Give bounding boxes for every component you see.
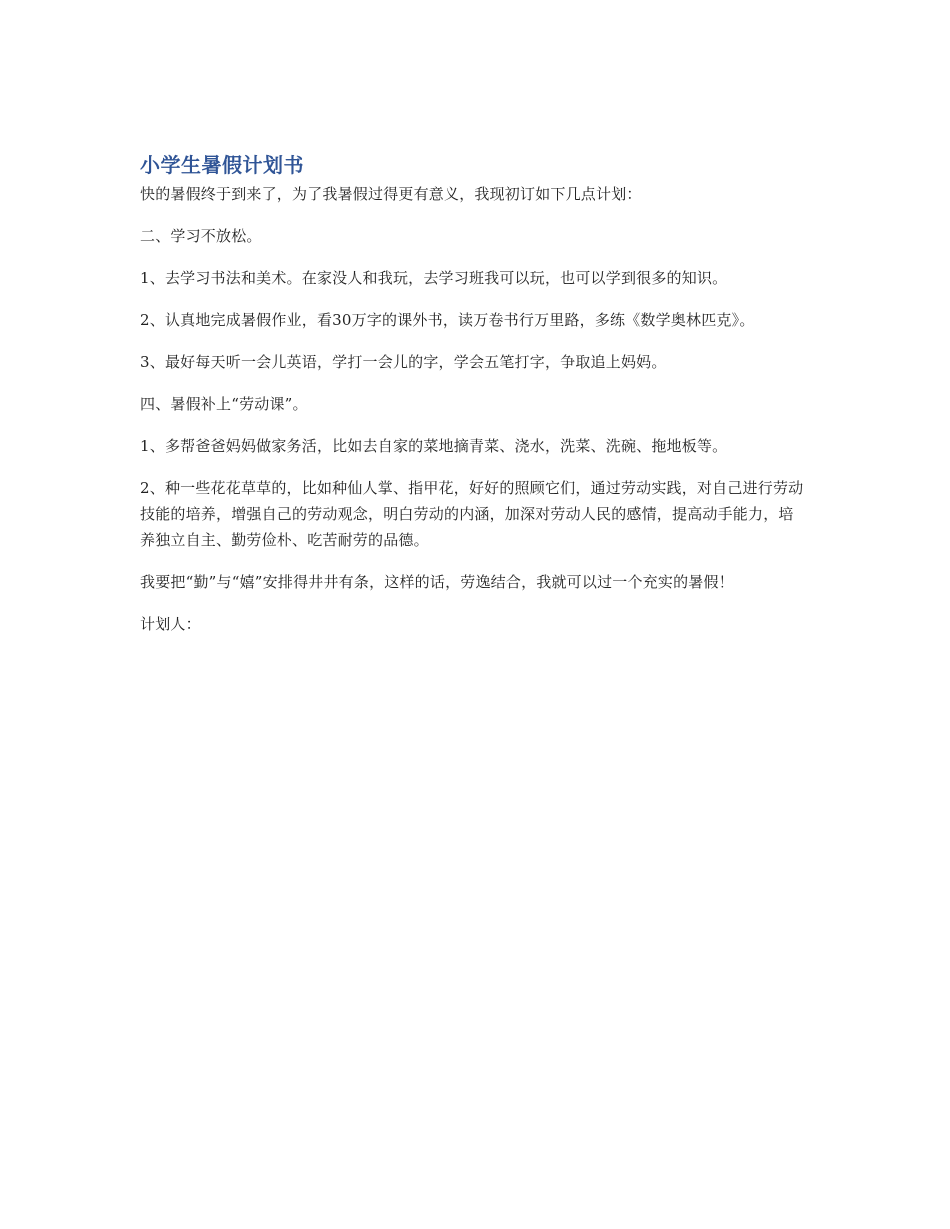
document-title: 小学生暑假计划书 (140, 153, 304, 177)
study-item-1: 1、去学习书法和美术。在家没人和我玩，去学习班我可以玩，也可以学到很多的知识。 (140, 269, 728, 287)
section-heading-study: 二、学习不放松。 (140, 227, 262, 245)
study-item-2: 2、认真地完成暑假作业，看30万字的课外书，读万卷书行万里路，多练《数学奥林匹克》。 (140, 311, 755, 329)
closing-paragraph: 我要把“勤”与“嬉”安排得井井有条，这样的话，劳逸结合，我就可以过一个充实的暑假！ (140, 573, 734, 591)
labor-item-2: 2、种一些花花草草的，比如种仙人掌、指甲花，好好的照顾它们，通过劳动实践，对自己进行劳动技能的培养，增强自己的劳动观念，明白劳动的内涵，加深对劳动人民的感情，提高动手能力，培养独立自主、勤劳俭朴、吃苦耐劳的品德。 (140, 479, 804, 549)
section-heading-labor: 四、暑假补上“劳动课”。 (140, 395, 308, 413)
intro-paragraph: 快的暑假终于到来了，为了我暑假过得更有意义，我现初订如下几点计划： (140, 185, 642, 203)
labor-item-1: 1、多帮爸爸妈妈做家务活，比如去自家的菜地摘青菜、浇水，洗菜、洗碗、拖地板等。 (140, 437, 728, 455)
planner-signature-line: 计划人： (140, 615, 201, 633)
study-item-3: 3、最好每天听一会儿英语，学打一会儿的字，学会五笔打字，争取追上妈妈。 (140, 353, 667, 371)
document-body (140, 151, 805, 653)
